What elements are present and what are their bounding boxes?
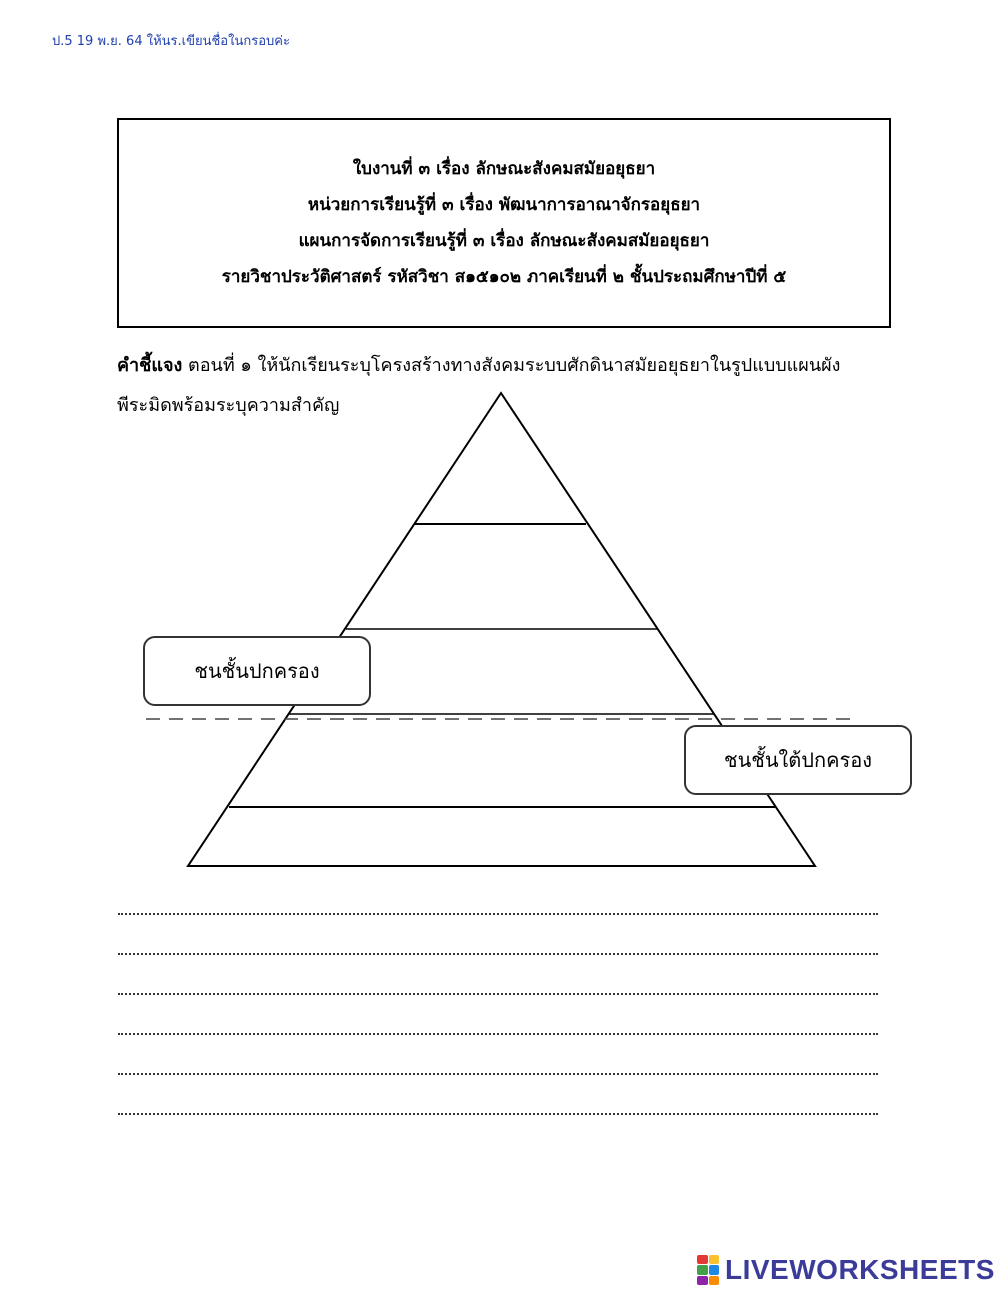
answer-line[interactable] (118, 935, 878, 955)
liveworksheets-text: LIVEWORKSHEETS (725, 1254, 995, 1285)
ruled-callout (684, 725, 912, 795)
liveworksheets-logo-icon (697, 1255, 719, 1285)
liveworksheets-brand (697, 1252, 995, 1288)
instructions-label: คำชี้แจง (117, 355, 183, 376)
answer-line[interactable] (118, 1055, 878, 1075)
answer-line[interactable] (118, 975, 878, 995)
instructions-text: ตอนที่ ๑ ให้นักเรียนระบุโครงสร้างทางสังคมระบบศักดินาสมัยอยุธยาในรูปแบบแผนผังพีระมิดพร้อมระบุความสำคัญ (117, 355, 841, 416)
answer-line[interactable] (118, 895, 878, 915)
rulers-callout (143, 636, 371, 706)
ruled-label: ชนชั้นใต้ปกครอง (724, 748, 872, 772)
rulers-label: ชนชั้นปกครอง (194, 659, 320, 683)
header-line-2: หน่วยการเรียนรู้ที่ ๓ เรื่อง พัฒนาการอาณาจักรอยุธยา (307, 195, 701, 215)
header-line-1: ใบงานที่ ๓ เรื่อง ลักษณะสังคมสมัยอยุธยา (352, 159, 656, 179)
answer-lines (118, 895, 878, 1135)
header-line-4: รายวิชาประวัติศาสตร์ รหัสวิชา ส๑๕๑๐๒ ภาคเรียนที่ ๒ ชั้นประถมศึกษาปีที่ ๕ (221, 267, 787, 287)
top-note: ป.5 19 พ.ย. 64 ให้นร.เขียนชื่อในกรอบค่ะ (52, 34, 290, 49)
answer-line[interactable] (118, 1095, 878, 1115)
header-line-3: แผนการจัดการเรียนรู้ที่ ๓ เรื่อง ลักษณะสังคมสมัยอยุธยา (298, 231, 710, 251)
answer-line[interactable] (118, 1015, 878, 1035)
